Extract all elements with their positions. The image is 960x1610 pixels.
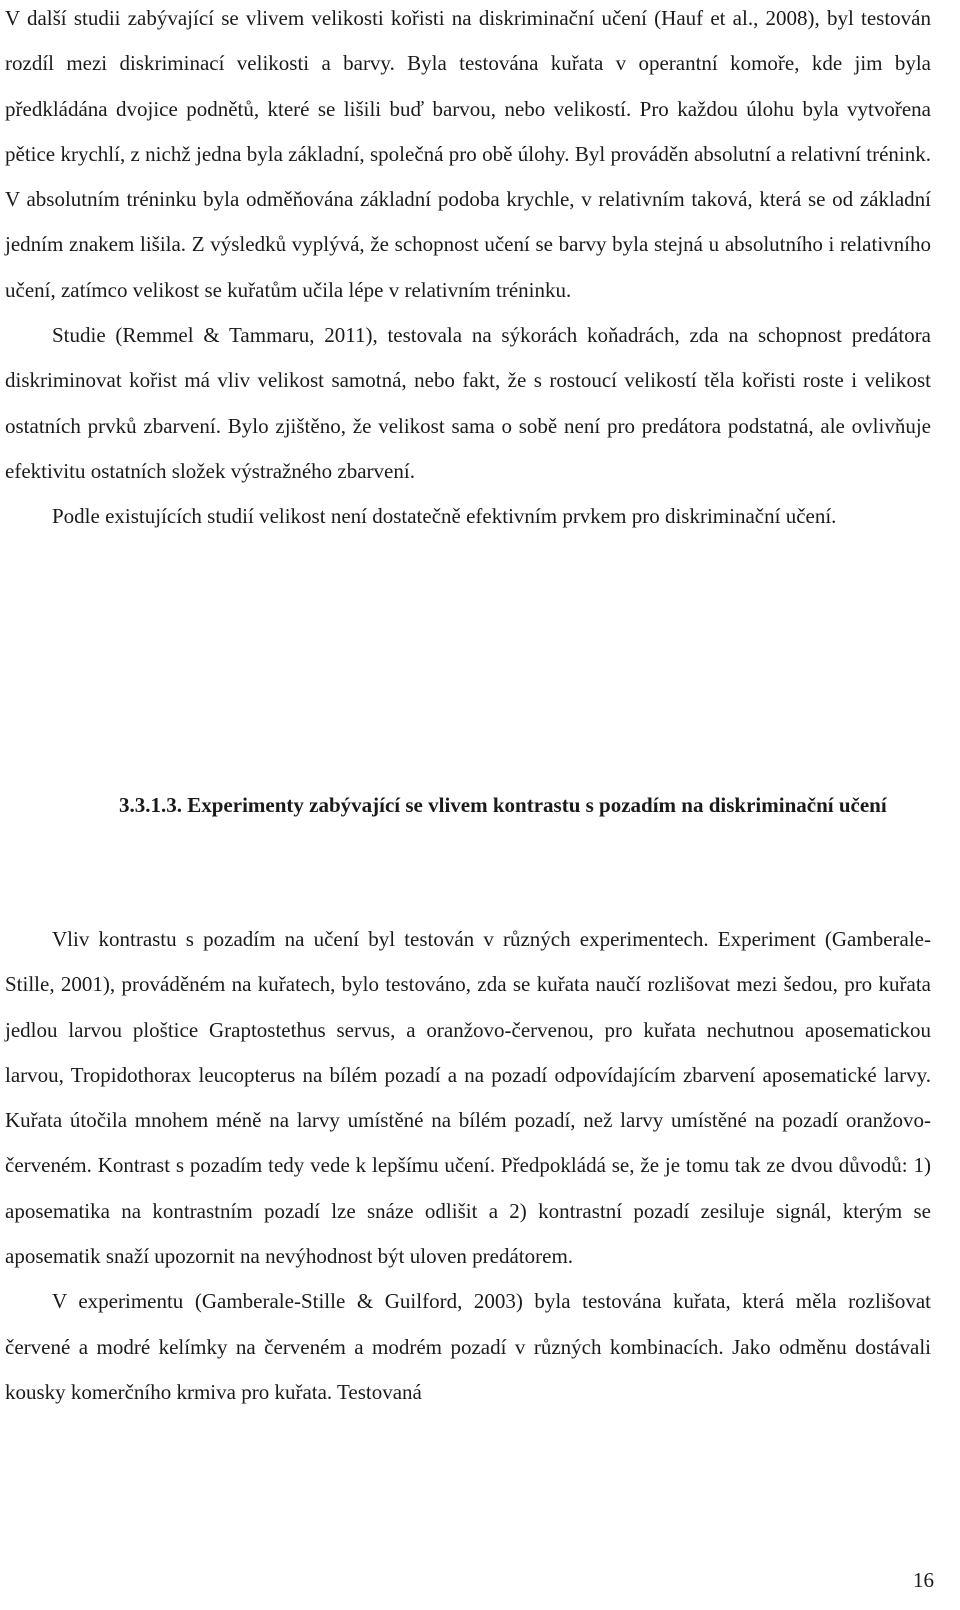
paragraph-gamberale-2001: Vliv kontrastu s pozadím na učení byl testován v různých experimentech. Experiment (Gamberale-Stille, 2001), prováděném na kuřatech, bylo testováno, zda se kuřata naučí rozlišovat mezi šedou, pro kuřata jedlou larvou ploštice Graptostethus servus, a oranžovo-červenou, pro kuřata nechutnou aposematickou larvou, Tropidothorax leucopterus na bílém pozadí a na pozadí odpovídajícím zbarvení aposematické larvy. Kuřata útočila mnohem méně na larvy umístěné na bílém pozadí, než larvy umístěné na pozadí oranžovo-červeném. Kontrast s pozadím tedy vede k lepšímu učení. Předpokládá se, že je tomu tak ze dvou důvodů: 1) aposematika na kontrastním pozadí lze snáze odlišit a 2) kontrastní pozadí zesiluje signál, kterým se aposematik snaží upozornit na nevýhodnost být uloven predátorem. <box>5 927 931 1269</box>
section-heading <box>5 785 931 826</box>
paragraph-remmel-study: Studie (Remmel & Tammaru, 2011), testovala na sýkorách koňadrách, zda na schopnost predátora diskriminovat kořist má vliv velikost samotná, nebo fakt, že s rostoucí velikostí těla kořisti roste i velikost ostatních prvků zbarvení. Bylo zjištěno, že velikost sama o sobě není pro predátora podstatná, ale ovlivňuje efektivitu ostatních složek výstražného zbarvení. <box>5 323 931 483</box>
page-number: 16 <box>913 1568 934 1592</box>
section-title: Experimenty zabývající se vlivem kontrastu s pozadím na diskriminační učení <box>187 793 887 817</box>
paragraph-gamberale-2003: V experimentu (Gamberale-Stille & Guilford, 2003) byla testována kuřata, která měla rozlišovat červené a modré kelímky na červeném a modrém pozadí v různých kombinacích. Jako odměnu dostávali kousky komerčního krmiva pro kuřata. Testovaná <box>5 1289 931 1404</box>
paragraph-size-conclusion: Podle existujících studií velikost není dostatečně efektivním prvkem pro diskriminační učení. <box>52 504 837 529</box>
section-heading-text <box>5 785 931 826</box>
section-number: 3.3.1.3. <box>119 793 182 817</box>
document-page <box>5 0 931 540</box>
paragraph-hauf-study: V další studii zabývající se vlivem velikosti kořisti na diskriminační učení (Hauf et al., 2008), byl testován rozdíl mezi diskriminací velikosti a barvy. Byla testována kuřata v operantní komoře, kde jim byla předkládána dvojice podnětů, které se lišili buď barvou, nebo velikostí. Pro každou úlohu byla vytvořena pětice krychlí, z nichž jedna byla základní, společná pro obě úlohy. Byl prováděn absolutní a relativní trénink. V absolutním tréninku byla odměňována základní podoba krychle, v relativním taková, která se od základní jedním znakem lišila. Z výsledků vyplývá, že schopnost učení se barvy byla stejná u absolutního i relativního učení, zatímco velikost se kuřatům učila lépe v relativním tréninku. <box>5 6 931 302</box>
section-body-contrast <box>5 917 931 1415</box>
